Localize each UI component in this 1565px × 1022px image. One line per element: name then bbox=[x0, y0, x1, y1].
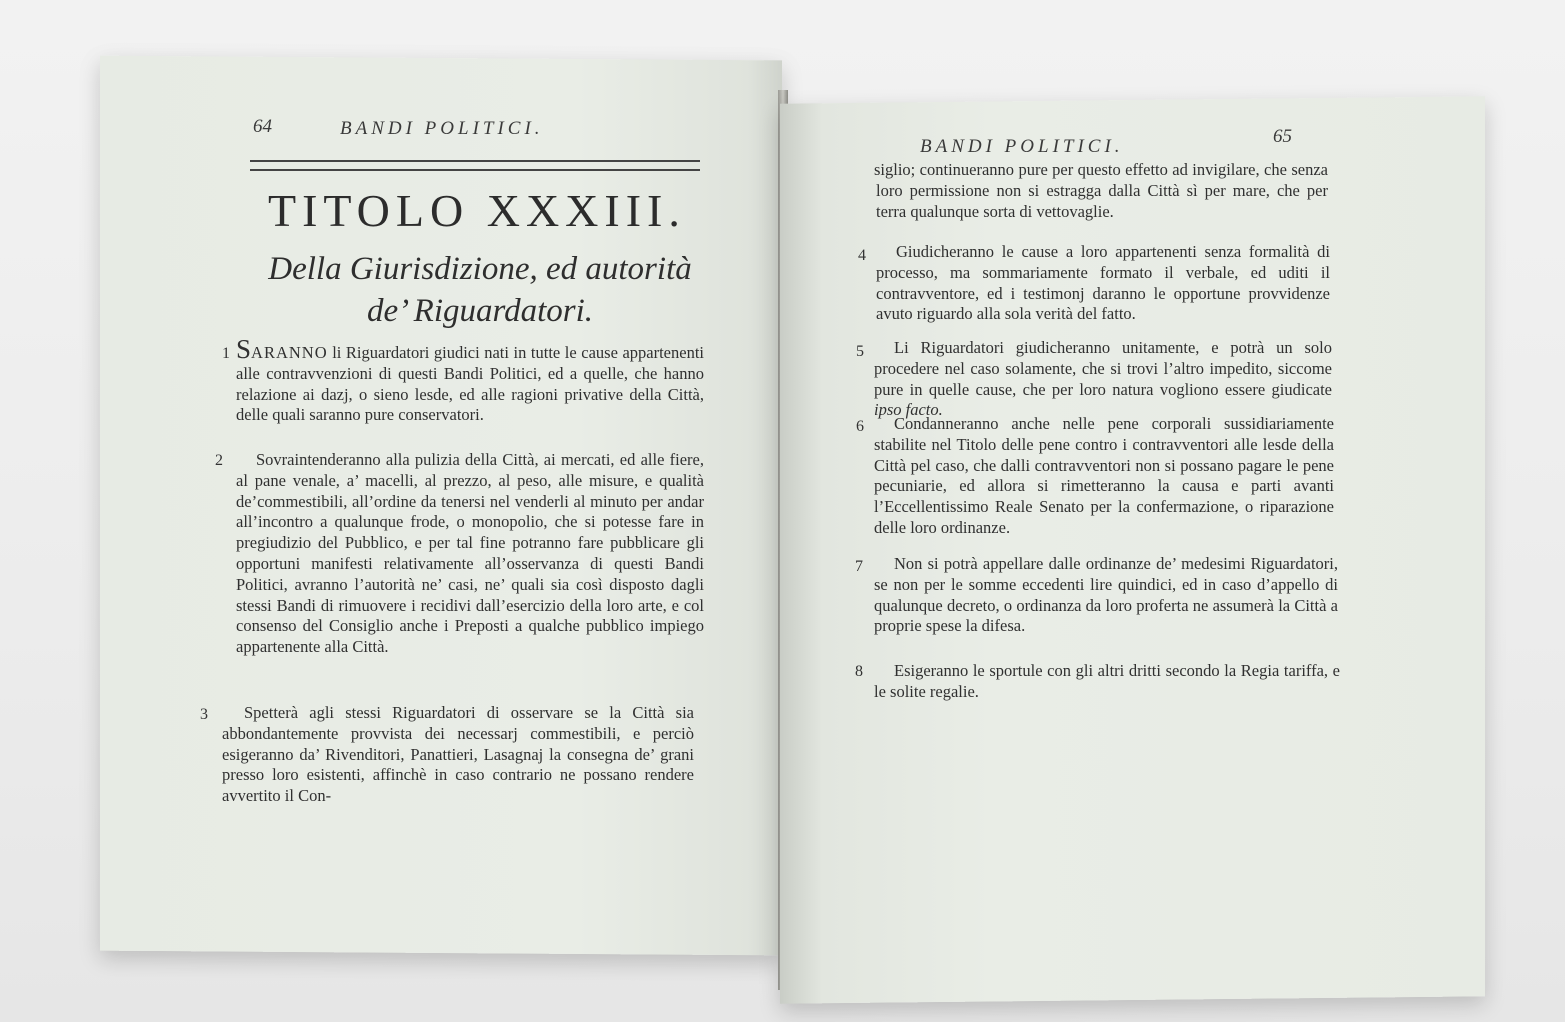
article-paragraph: Giudicheranno le cause a loro appartenenti senza formalità di processo, ma sommariamente formato il verbale, ed uditi il contravventore, ed i testimonj daranno le opportune provvidenze avuto riguardo alla sola verità del fatto. bbox=[876, 242, 1330, 324]
article-number: 4 bbox=[858, 247, 866, 264]
article-paragraph: Spetterà agli stessi Riguardatori di osservare se la Città sia abbondantemente provvista dei necessarj commestibili, e perciò esigeranno da’ Rivenditori, Panattieri, Lasagnaj la consegna de’ grani presso loro esistenti, affinchè in caso contrario ne possano rendere avvertito il Con- bbox=[222, 703, 694, 806]
subtitle-line-1: Della Giurisdizione, ed autorità bbox=[268, 251, 692, 287]
right-page-number: 65 bbox=[1273, 126, 1292, 147]
article-paragraph bbox=[236, 334, 704, 426]
article-paragraph bbox=[874, 338, 1332, 421]
article-number: 8 bbox=[855, 663, 863, 680]
article-number: 2 bbox=[215, 452, 223, 469]
right-running-head: BANDI POLITICI. bbox=[920, 136, 1124, 157]
left-page-number: 64 bbox=[253, 116, 272, 137]
latin-phrase: ipso facto. bbox=[874, 400, 943, 420]
article-number: 5 bbox=[856, 343, 864, 360]
article-text: Li Riguardatori giudicheranno unitamente, e potrà un solo procedere nel caso solamente, che si trovi l’altro impedito, siccome pure in quelle cause, che per loro natura vogliono essere giudicate bbox=[874, 338, 1332, 399]
article-paragraph: Non si potrà appellare dalle ordinanze de’ medesimi Riguardatori, se non per le somme eccedenti lire quindici, ed in caso d’appello di qualunque decreto, o ordinanza da loro proferta ne assumerà la Città a proprie spese la difesa. bbox=[874, 554, 1338, 636]
chapter-subtitle bbox=[220, 248, 740, 332]
article-number: 3 bbox=[200, 706, 208, 723]
article-paragraph: Condanneranno anche nelle pene corporali sussidiariamente stabilite nel Titolo delle pene contro i contravventori alle lesde della Città pel caso, che dalli contravventori non si possano pagare le pene pecuniarie, ed allora si rimetteranno la causa e parti avanti l’Eccellentissimo Reale Senato per la confermazione, o riparazione delle loro ordinanze. bbox=[874, 414, 1334, 537]
article-number: 6 bbox=[856, 418, 864, 435]
article-text: li Riguardatori giudici nati in tutte le cause appartenenti alle contravvenzioni di questi Bandi Politici, ed a quelle, che hanno relazione ai dazj, o sieno lesde, ed alle ragioni privative della Città, delle quali saranno pure conservatori. bbox=[236, 343, 704, 425]
left-running-head: BANDI POLITICI. bbox=[340, 118, 544, 139]
right-page bbox=[780, 96, 1485, 1003]
article-number: 1 bbox=[222, 345, 230, 362]
drop-cap: S bbox=[236, 334, 252, 364]
chapter-title: TITOLO XXXIII. bbox=[268, 185, 686, 236]
continuation-paragraph: siglio; continueranno pure per questo effetto ad invigilare, che senza loro permissione non si estragga dalla Città sì per mare, che per terra qualunque sorta di vettovaglie. bbox=[874, 160, 1328, 221]
subtitle-line-2: de’ Riguardatori. bbox=[366, 293, 594, 329]
opening-word: ARANNO bbox=[251, 343, 328, 362]
title-rule bbox=[250, 160, 700, 171]
article-number: 7 bbox=[855, 558, 863, 575]
article-paragraph: Esigeranno le sportule con gli altri dritti secondo la Regia tariffa, e le solite regalie. bbox=[874, 661, 1340, 701]
article-paragraph: Sovraintenderanno alla pulizia della Città, ai mercati, ed alle fiere, al pane venale, a’ macelli, al prezzo, al peso, alle misure, e qualità de’commestibili, all’ordine da tenersi nel venderli al minuto per andar all’incontro a qualunque frode, o monopolio, che si potesse fare in pregiudizio del Pubblico, e per tal fine potranno fare pubblicare gli opportuni manifesti relativamente all’osservanza di questi Bandi Politici, avranno l’autorità ne’ casi, ne’ quali sia così disposto dagli stessi Bandi di rimuovere i recidivi dall’esercizio della loro arte, e col consenso del Consiglio anche i Preposti a qualche pubblico impiego appartenente alla Città. bbox=[236, 450, 704, 657]
